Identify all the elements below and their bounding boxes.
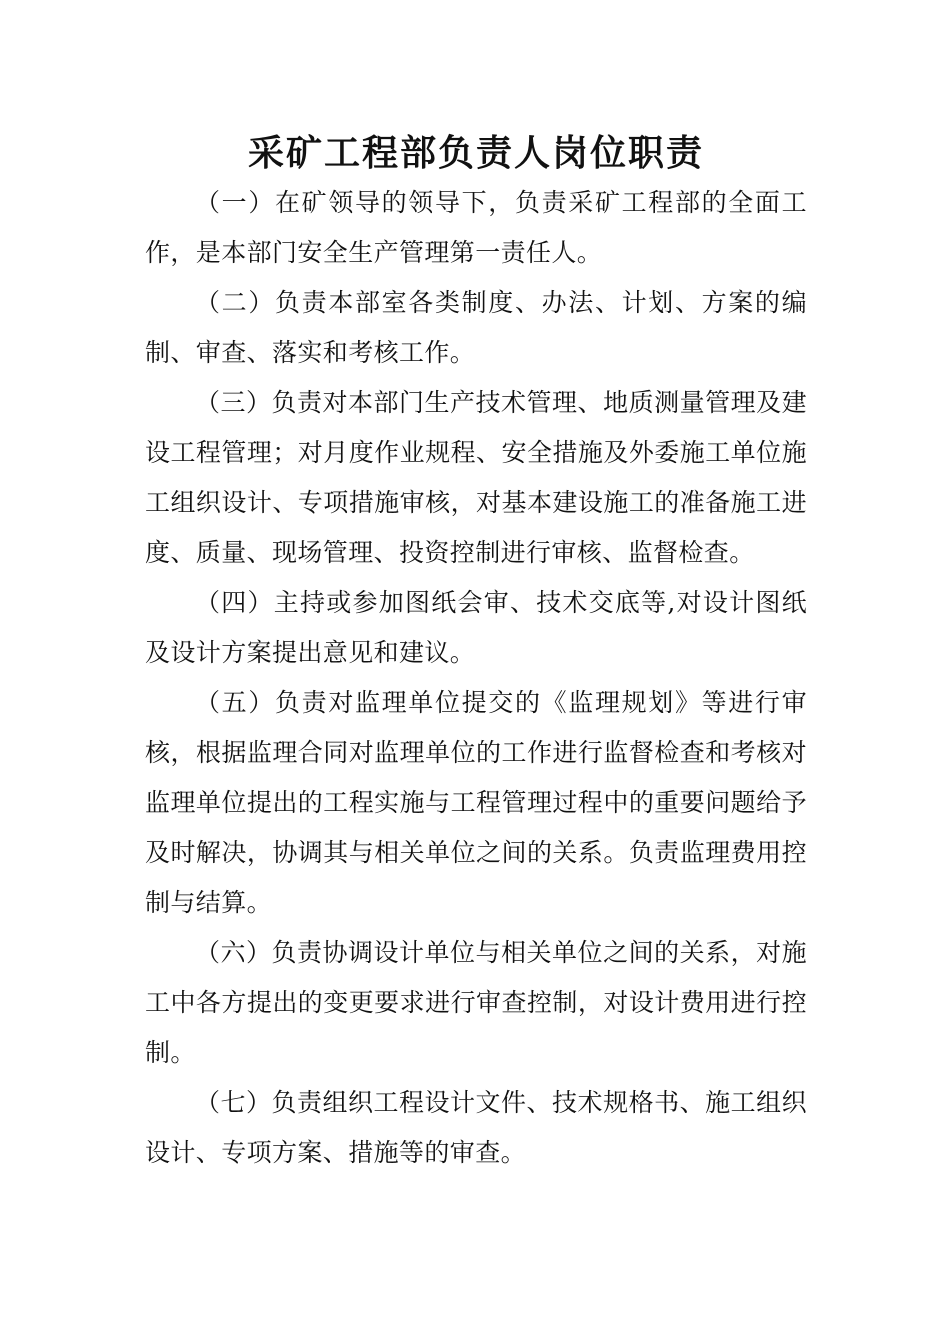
duty-paragraph-4: （四）主持或参加图纸会审、技术交底等,对设计图纸及设计方案提出意见和建议。 [145,588,807,667]
document-page [145,0,807,1178]
duty-paragraph-7: （七）负责组织工程设计文件、技术规格书、施工组织设计、专项方案、措施等的审查。 [145,1088,807,1167]
document-title: 采矿工程部负责人岗位职责 [247,132,704,174]
duty-paragraph-5: （五）负责对监理单位提交的《监理规划》等进行审核，根据监理合同对监理单位的工作进行监督检查和考核对监理单位提出的工程实施与工程管理过程中的重要问题给予及时解决，协调其与相关单位之间的关系。负责监理费用控制与结算。 [145,688,807,917]
document-body [145,178,807,1178]
duty-paragraph-1: （一）在矿领导的领导下，负责采矿工程部的全面工作，是本部门安全生产管理第一责任人。 [145,188,807,267]
duty-paragraph-2: （二）负责本部室各类制度、办法、计划、方案的编制、审查、落实和考核工作。 [145,288,807,367]
duty-paragraph-3: （三）负责对本部门生产技术管理、地质测量管理及建设工程管理；对月度作业规程、安全措施及外委施工单位施工组织设计、专项措施审核，对基本建设施工的准备施工进度、质量、现场管理、投资控制进行审核、监督检查。 [145,388,807,567]
duty-paragraph-6: （六）负责协调设计单位与相关单位之间的关系，对施工中各方提出的变更要求进行审查控制，对设计费用进行控制。 [145,938,807,1067]
